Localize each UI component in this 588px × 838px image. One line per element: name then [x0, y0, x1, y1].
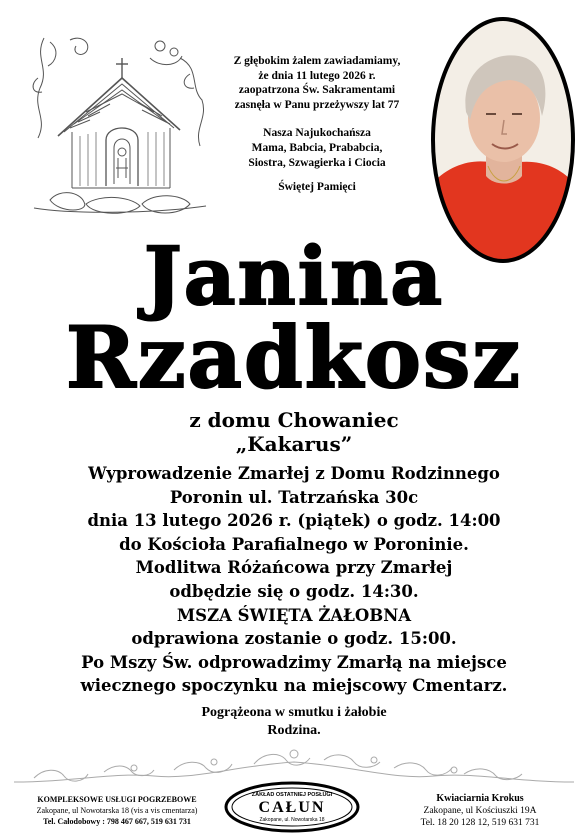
logo-top-text: ZAKŁAD OSTATNIEJ POSŁUGI [251, 792, 333, 798]
mourners-signature [0, 704, 588, 740]
details-line: Modlitwa Różańcowa przy Zmarłej [135, 558, 453, 578]
details-line: Po Mszy Św. odprowadzimy Zmarłą na miejsce [81, 652, 507, 672]
first-name: Janina [143, 229, 445, 323]
details-line: Poronin ul. Tatrzańska 30c [169, 487, 419, 507]
chapel-illustration [30, 28, 210, 218]
details-line: Wyprowadzenie Zmarłej z Domu Rodzinnego [88, 464, 500, 483]
maiden-name: z domu Chowaniec [189, 408, 399, 432]
intro-line: Z głębokim żalem zawiadamiamy, [233, 55, 401, 67]
funeral-home-info [14, 794, 220, 827]
mourners-line: Rodzina. [267, 723, 321, 738]
details-line: dnia 13 lutego 2026 r. (piątek) o godz. 14:00 [87, 511, 501, 531]
calun-logo [222, 780, 362, 834]
mourners-line: Pogrążeona w smutku i żałobie [201, 705, 387, 720]
family-line: Siostra, Szwagierka i Ciocia [248, 156, 386, 169]
intro-line: zaopatrzona Św. Sakramentami [238, 84, 396, 97]
florist-title: Kwiaciarnia Krokus [436, 793, 524, 804]
logo-name: CAŁUN [258, 799, 326, 816]
announcement-text [212, 54, 422, 195]
details-line: do Kościoła Parafialnego w Poroninie. [119, 534, 469, 554]
funeral-home-title: KOMPLEKSOWE USŁUGI POGRZEBOWE [37, 795, 197, 804]
last-name: Rzadkosz [66, 308, 522, 407]
details-line: odbędzie się o godz. 14:30. [169, 581, 419, 601]
florist-address: Zakopane, ul Kościuszki 19A [423, 806, 537, 816]
memory-line: Świętej Pamięci [278, 181, 356, 194]
intro-line: zasnęła w Panu przeżywszy lat 77 [234, 98, 400, 111]
florist-info [380, 793, 580, 829]
funeral-details [0, 462, 588, 698]
nickname: „Kakarus” [235, 432, 353, 456]
funeral-home-phone: Tel. Całodobowy : 798 467 667, 519 631 731 [43, 817, 191, 826]
details-line: odprawiona zostanie o godz. 15:00. [131, 629, 457, 649]
details-line: wiecznego spoczynku na miejscowy Cmentarz. [80, 676, 508, 696]
family-line: Nasza Najukochańsza [263, 127, 371, 140]
deceased-portrait [430, 16, 576, 264]
florist-phone: Tel. 18 20 128 12, 519 631 731 [420, 818, 540, 828]
intro-line: że dnia 11 lutego 2026 r. [258, 69, 376, 82]
logo-bottom-text: Zakopane, ul. Nowotarska 18 [259, 817, 325, 823]
maiden-name-block [0, 408, 588, 456]
funeral-home-address: Zakopane, ul Nowotarska 18 (vis a vis cmentarza) [36, 806, 198, 815]
family-line: Mama, Babcia, Prababcia, [251, 141, 383, 154]
details-line: MSZA ŚWIĘTA ŻAŁOBNA [176, 605, 412, 625]
